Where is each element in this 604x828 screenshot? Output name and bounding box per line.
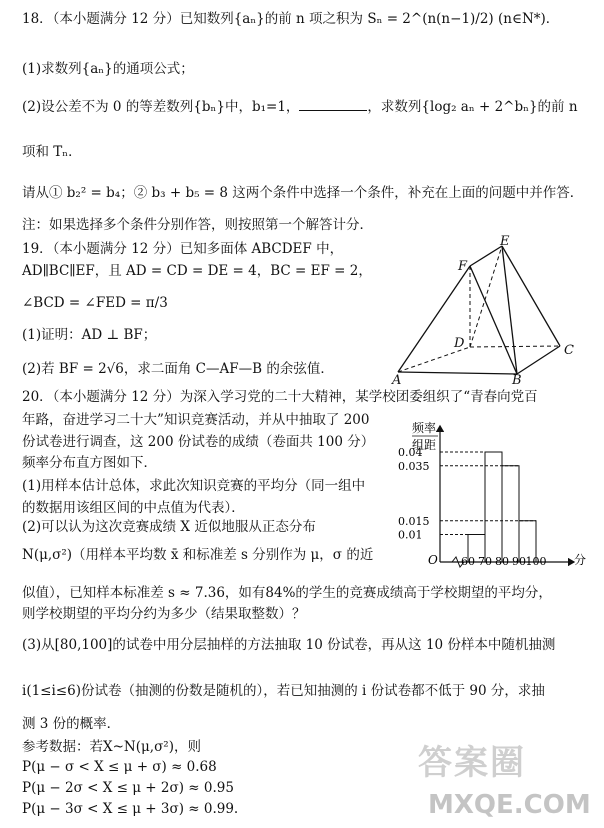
p20-line6: 的数据用该组区间的中点值为代表）． [22, 500, 245, 516]
y-tick-label: 0.01 [398, 528, 423, 542]
vertex-label-B: B [512, 373, 522, 384]
edge-FE [470, 246, 502, 266]
p20-line8: N(μ,σ²)（用样本平均数 x̄ 和标准差 s 分别作为 μ，σ 的近 [22, 547, 374, 563]
y-tick-label: 0.015 [398, 514, 430, 528]
edge-AB [398, 372, 517, 374]
edge-BC [517, 346, 560, 374]
p20-line4: 频率分布直方图如下． [22, 455, 157, 471]
p19-q1: (1)证明：AD ⊥ BF； [22, 327, 157, 343]
y-label-top: 频率 [412, 421, 437, 435]
p18-stem: 18．（本小题满分 12 分）已知数列{aₙ}的前 n 项之积为 Sₙ = 2^(n(n−1)/2) (n∈N*)． [22, 11, 560, 27]
edge-DE [470, 246, 502, 347]
p20-line2: 年路，奋进学习二十大”知识竞赛活动，并从中抽取了 200 [22, 412, 370, 428]
p18-q1: (1)求数列{aₙ}的通项公式； [22, 61, 194, 77]
x-tick-label: 90 [512, 555, 526, 568]
p18-q2-before: (2)设公差不为 0 的等差数列{bₙ}中，b₁=1， [22, 99, 300, 115]
p18-q2-end: 项和 Tₙ． [22, 144, 82, 160]
edge-FB [470, 266, 517, 374]
x-tick-label: 80 [495, 555, 509, 568]
y-tick-label: 0.035 [398, 459, 430, 473]
edge-EB [502, 246, 517, 374]
p20-line9: 似值），已知样本标准差 s ≈ 7.36，如有84%的学生的竞赛成绩高于学校期望的平均分， [22, 585, 552, 601]
p19-cond1: AD∥BC∥EF，且 AD = CD = DE = 4，BC = EF = 2， [22, 263, 372, 279]
p19-cond2: ∠BCD = ∠FED = π/3 [22, 295, 168, 311]
x-tick-label: 100 [525, 555, 547, 568]
ref-line1: P(μ − σ < X ≤ μ + σ) ≈ 0.68 [22, 759, 217, 775]
vertex-label-E: E [500, 234, 510, 249]
p19-q2: (2)若 BF = 2√6，求二面角 C—AF—B 的余弦值． [22, 361, 334, 377]
vertex-label-C: C [564, 343, 574, 358]
ref-title: 参考数据：若X~N(μ,σ²)，则 [22, 739, 201, 755]
x-tick-label: 60 [461, 555, 475, 568]
histogram-bar [485, 452, 502, 562]
p18-q2-after: ，求数列{log₂ aₙ + 2^bₙ}的前 n [367, 99, 578, 115]
edge-AF [398, 266, 470, 372]
p20-line12: i(1≤i≤6)份试卷（抽测的份数是随机的），若已知抽测的 i 份试卷都不低于 90 分，求抽 [22, 683, 545, 699]
x-axis-unit: 分 [574, 553, 587, 567]
p20-line11: (3)从[80,100]的试卷中用分层抽样的方法抽取 10 份试卷，再从这 10 份样本中随机抽测 [22, 637, 556, 653]
y-tick-label: 0.04 [398, 446, 423, 459]
vertex-label-A: A [392, 373, 402, 384]
y-label-bottom: 组距 [412, 438, 437, 452]
watermark-logo: 答案圈 [418, 743, 526, 783]
p18-q2 [22, 98, 578, 116]
frequency-histogram [398, 420, 598, 570]
answer-blank [299, 98, 367, 111]
x-tick-label: 70 [478, 555, 492, 568]
ref-line2: P(μ − 2σ < X ≤ μ + 2σ) ≈ 0.95 [22, 780, 234, 796]
vertex-label-D: D [454, 336, 465, 351]
ref-line3: P(μ − 3σ < X ≤ μ + 3σ) ≈ 0.99. [22, 801, 239, 817]
p20-line10: 则学校期望的平均分约为多少（结果取整数）？ [22, 606, 306, 622]
origin-label: O [428, 553, 438, 567]
p20-line1: 20．（本小题满分 12 分）为深入学习党的二十大精神，某学校团委组织了“青春向党百 [22, 389, 538, 405]
histogram-bar [502, 466, 519, 562]
edge-DC [470, 346, 560, 347]
p19-stem: 19．（本小题满分 12 分）已知多面体 ABCDEF 中， [22, 241, 344, 257]
p18-choose: 请从① b₂² = b₄；② b₃ + b₅ = 8 这两个条件中选择一个条件，补充在上面的问题中并作答． [22, 185, 584, 201]
vertex-label-F: F [458, 259, 468, 274]
p20-line3: 份试卷进行调查，这 200 份试卷的成绩（卷面共 100 分） [22, 434, 375, 450]
polyhedron-figure [390, 234, 590, 384]
watermark-site: MXQE.COM [428, 790, 591, 820]
p18-note: 注：如果选择多个条件分别作答，则按照第一个解答计分． [22, 217, 373, 233]
p20-line5: (1)用样本估计总体，求此次知识竞赛的平均分（同一组中 [22, 478, 366, 494]
p20-line13: 测 3 份的概率． [22, 716, 121, 732]
edge-EC [502, 246, 560, 346]
p20-line7: (2)可以认为这次竞赛成绩 X 近似地服从正态分布 [22, 519, 316, 535]
